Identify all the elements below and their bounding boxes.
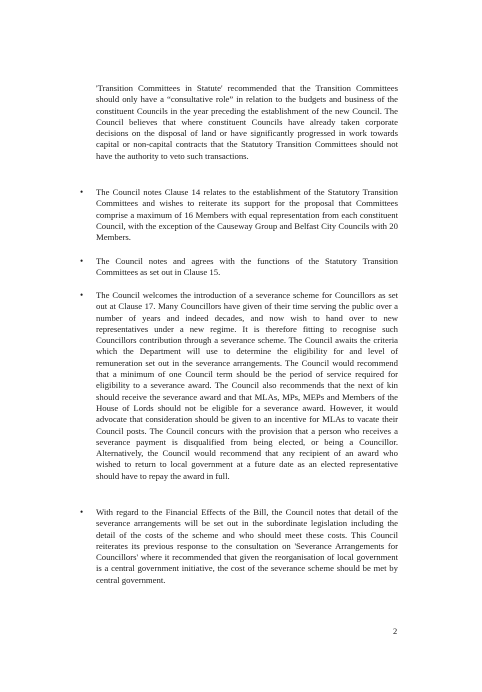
bullet-marker: •	[80, 290, 84, 300]
bullet-paragraph-clause-14: The Council notes Clause 14 relates to the establishment of the Statutory Transition Committees and wishes to reiterate its support for the proposal that Committees comprise a maximum of 16 Members with equal representation from each constituent Council, with the exception of the Causeway Group and Belfast City Councils with 20 Members.	[96, 187, 398, 243]
page-number: 2	[393, 626, 398, 636]
bullet-paragraph-financial-effects: With regard to the Financial Effects of the Bill, the Council notes that detail of the severance arrangements will be set out in the subordinate legislation including the detail of the costs of the scheme and who should meet these costs. This Council reiterates its previous response to the consultation on 'Severance Arrangements for Councillors' where it recommended that given the reorganisation of local government is a central government initiative, the cost of the severance scheme should be met by central government.	[96, 507, 398, 585]
continuation-paragraph: 'Transition Committees in Statute' recommended that the Transition Committees should only have a “consultative role” in relation to the budgets and business of the constituent Councils in the year preceding the establishment of the new Council. The Council believes that where constituent Councils have already taken corporate decisions on the disposal of land or have significantly progressed in work towards capital or non-capital contracts that the Statutory Transition Committees should not have the authority to veto such transactions.	[96, 83, 398, 161]
bullet-paragraph-clause-15: The Council notes and agrees with the functions of the Statutory Transition Committees as set out in Clause 15.	[96, 256, 398, 278]
bullet-marker: •	[80, 256, 84, 266]
bullet-paragraph-severance-scheme: The Council welcomes the introduction of a severance scheme for Councillors as set out at Clause 17. Many Councillors have given of their time serving the public over a number of years and indeed decades, and now wish to hand over to new representatives under a new regime. It is therefore fitting to recognise such Councillors contribution through a severance scheme. The Council awaits the criteria which the Department will use to determine the eligibility for and level of remuneration set out in the severance arrangements. The Council would recommend that a minimum of one Council term should be the period of service required for eligibility to a severance award. The Council also recommends that the next of kin should receive the severance award and that MLAs, MPs, MEPs and Members of the House of Lords should not be eligible for a severance award. However, it would advocate that consideration should be given to an incentive for MLAs to vacate their Council posts. The Council concurs with the provision that a person who receives a severance payment is disqualified from being elected, or being a Councillor. Alternatively, the Council would recommend that any recipient of an award who wished to return to local government at a future date as an elected representative should have to repay the award in full.	[96, 290, 398, 481]
bullet-marker: •	[80, 187, 84, 197]
bullet-marker: •	[80, 507, 84, 517]
